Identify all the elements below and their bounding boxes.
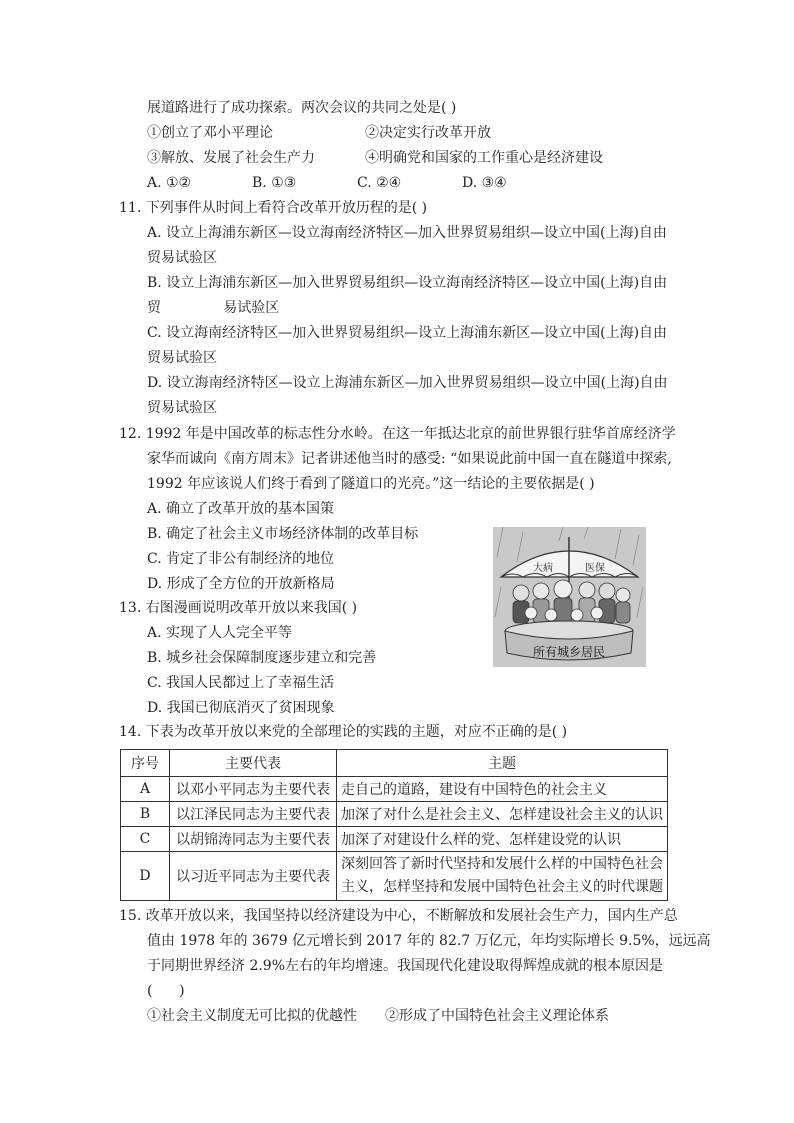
q15-stem-line3: 于同期世界经济 2.9%左右的年均增速。我国现代化建设取得辉煌成就的根本原因是 (147, 958, 664, 974)
q15-statement-1: ①社会主义制度无可比拟的优越性 (147, 1008, 357, 1024)
q11-option-c-line1: C. 设立海南经济特区—加入世界贸易组织—设立上海浦东新区—设立中国(上海)自由 (147, 325, 668, 341)
row-theme (337, 852, 668, 901)
table-row (121, 777, 668, 802)
q11-option-c-line2: 贸易试验区 (147, 350, 217, 366)
q10-option-d: D. ③④ (462, 175, 507, 191)
q10-stem-tail: 展道路进行了成功探索。两次会议的共同之处是( ) (147, 100, 457, 116)
table-header-row (121, 750, 668, 777)
q12-option-d: D. 形成了全方位的开放新格局 (147, 576, 335, 592)
q11-option-a-line1: A. 设立上海浦东新区—设立海南经济特区—加入世界贸易组织—设立中国(上海)自由 (147, 225, 667, 241)
row-representative: 以胡锦涛同志为主要代表 (170, 827, 337, 852)
q11-option-b-line2: 贸 易试验区 (147, 300, 280, 316)
q11-stem: 11. 下列事件从时间上看符合改革开放历程的是( ) (119, 200, 428, 216)
q10-option-a: A. ①② (147, 175, 192, 191)
row-representative: 以江泽民同志为主要代表 (170, 802, 337, 827)
q12-option-a: A. 确立了改革开放的基本国策 (147, 501, 335, 517)
table-header-cell: 序号 (121, 750, 170, 777)
q10-statement-1: ①创立了邓小平理论 (147, 125, 273, 141)
q10-option-b: B. ①③ (252, 175, 297, 191)
table-header-cell: 主要代表 (170, 750, 337, 777)
umbrella-label-left: 大病 (533, 563, 553, 574)
umbrella-label-right: 医保 (585, 563, 605, 574)
q13-option-c: C. 我国人民都过上了幸福生活 (147, 675, 335, 691)
row-id: D (121, 852, 170, 901)
q10-statement-3: ③解放、发展了社会生产力 (147, 150, 315, 166)
row-id: A (121, 777, 170, 802)
q13-option-a: A. 实现了人人完全平等 (147, 625, 293, 641)
q11-option-d-line1: D. 设立海南经济特区—设立上海浦东新区—加入世界贸易组织—设立中国(上海)自由 (147, 375, 668, 391)
row-theme: 走自己的道路，建设有中国特色的社会主义 (337, 777, 668, 802)
row-theme-line1: 深刻回答了新时代坚持和发展什么样的中国特色社会 (341, 856, 663, 872)
q12-stem-line2: 家华而诚向《南方周末》记者讲述他当时的感受: “如果说此前中国一直在隧道中探索, (147, 451, 672, 467)
social-security-cartoon (493, 527, 646, 667)
q15-stem-line1: 15. 改革开放以来，我国坚持以经济建设为中心，不断解放和发展社会生产力，国内生产总 (119, 908, 678, 924)
q12-option-c: C. 肯定了非公有制经济的地位 (147, 551, 335, 567)
q11-option-b-line1: B. 设立上海浦东新区—加入世界贸易组织—设立海南经济特区—设立中国(上海)自由 (147, 275, 668, 291)
cartoon-base-label: 所有城乡居民 (532, 645, 606, 659)
q12-stem-line1: 12. 1992 年是中国改革的标志性分水岭。在这一年抵达北京的前世界银行驻华首席经济学 (119, 426, 676, 442)
q11-option-d-line2: 贸易试验区 (147, 400, 217, 416)
table-row (121, 827, 668, 852)
row-theme: 加深了对什么是社会主义、怎样建设社会主义的认识 (337, 802, 668, 827)
q10-option-c: C. ②④ (357, 175, 402, 191)
table-header-cell: 主题 (337, 750, 668, 777)
table-row (121, 852, 668, 901)
row-theme: 加深了对建设什么样的党、怎样建设党的认识 (337, 827, 668, 852)
q12-option-b: B. 确定了社会主义市场经济体制的改革目标 (147, 526, 419, 542)
q13-option-d: D. 我国已彻底消灭了贫困现象 (147, 700, 335, 716)
q13-option-b: B. 城乡社会保障制度逐步建立和完善 (147, 650, 377, 666)
q15-stem-line2: 值由 1978 年的 3679 亿元增长到 2017 年的 82.7 万亿元，年均实际增长 9.5%，远远高 (147, 933, 711, 949)
theory-table (120, 749, 668, 901)
row-representative: 以邓小平同志为主要代表 (170, 777, 337, 802)
row-id: B (121, 802, 170, 827)
q11-option-a-line2: 贸易试验区 (147, 250, 217, 266)
q15-answer-blank: ( ) (147, 983, 185, 999)
table-row (121, 802, 668, 827)
q15-statement-2: ②形成了中国特色社会主义理论体系 (385, 1008, 609, 1024)
q13-stem: 13. 右图漫画说明改革开放以来我国( ) (119, 600, 358, 616)
q10-statement-4: ④明确党和国家的工作重心是经济建设 (365, 150, 603, 166)
row-representative: 以习近平同志为主要代表 (170, 852, 337, 901)
row-theme-line2: 主义，怎样坚持和发展中国特色社会主义的时代课题 (341, 879, 663, 895)
q14-stem: 14. 下表为改革开放以来党的全部理论的实践的主题，对应不正确的是( ) (119, 724, 568, 740)
q10-statement-2: ②决定实行改革开放 (365, 125, 491, 141)
row-id: C (121, 827, 170, 852)
q12-stem-line3: 1992 年应该说人们终于看到了隧道口的光亮。”这一结论的主要依据是( ) (147, 476, 595, 492)
